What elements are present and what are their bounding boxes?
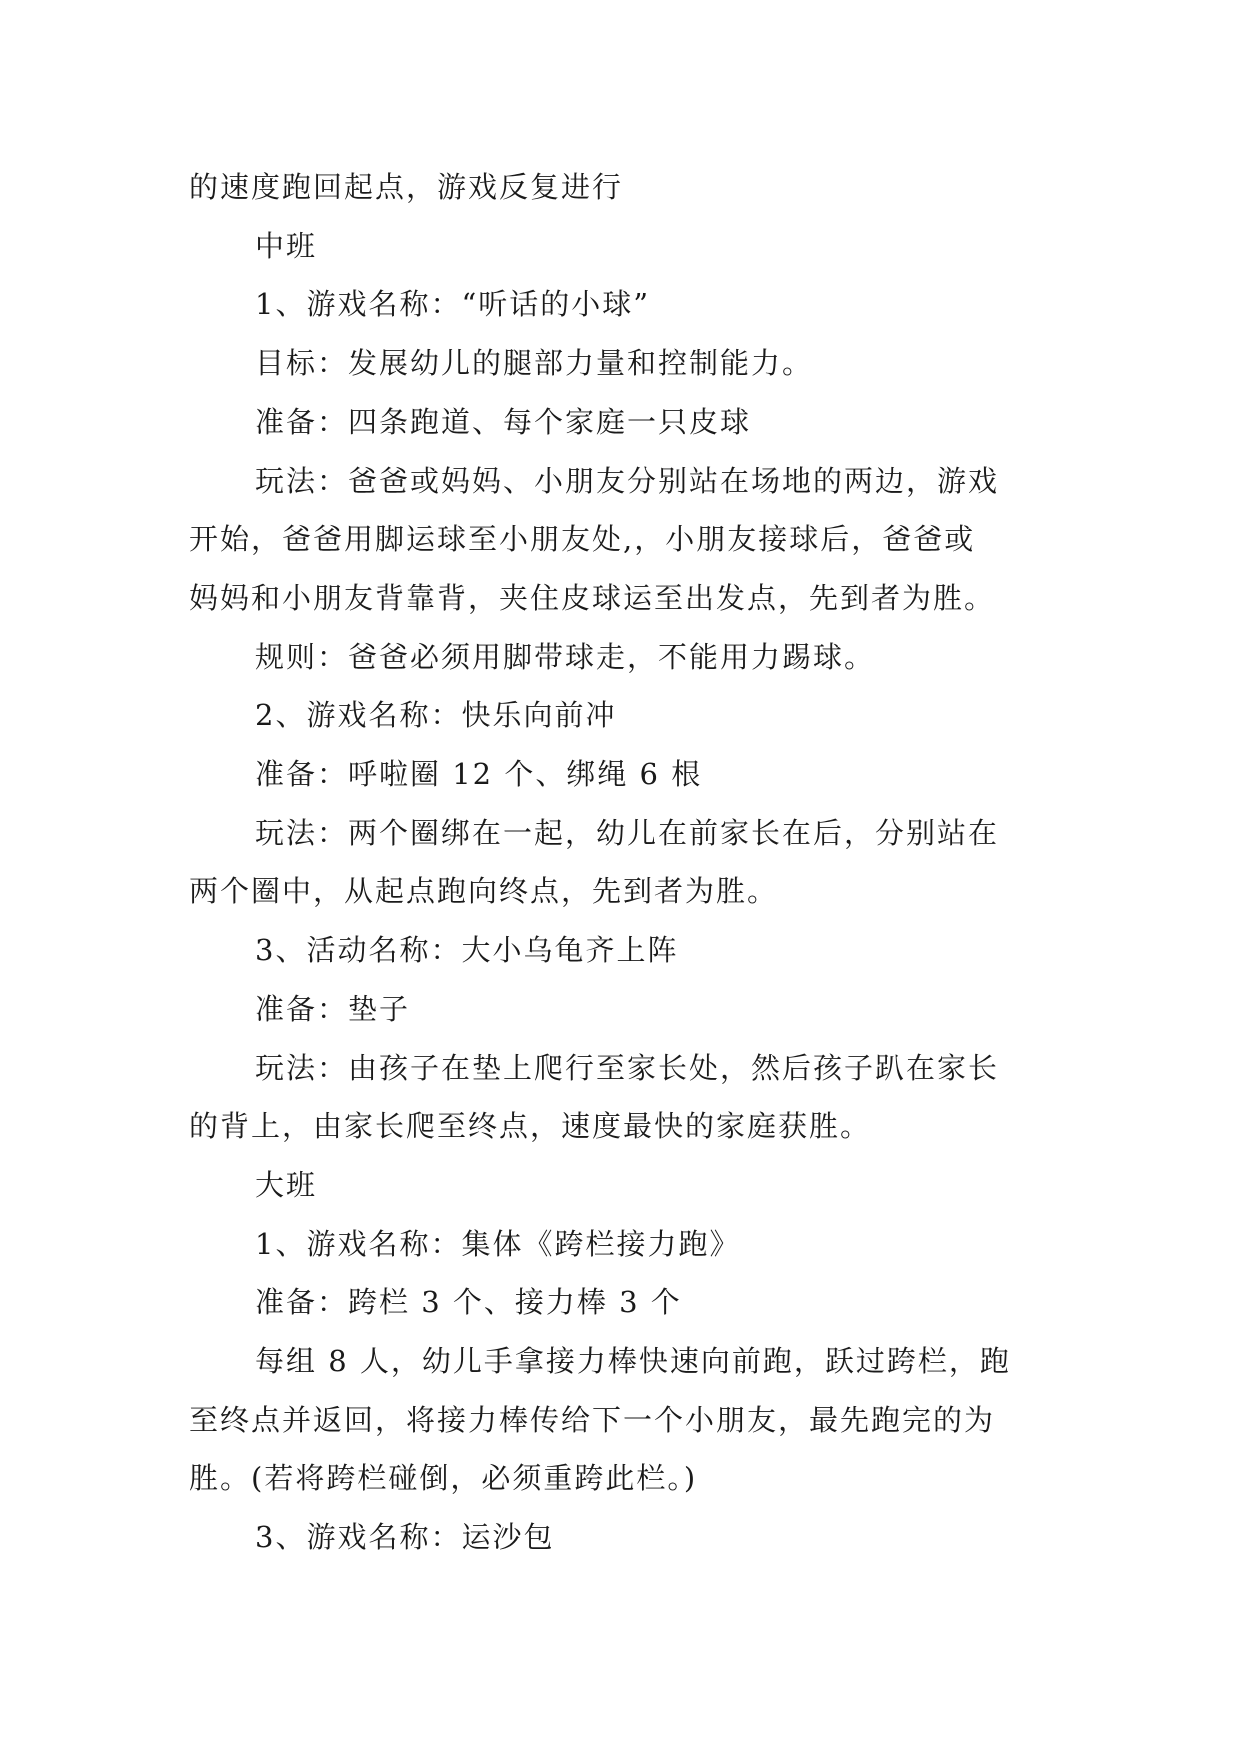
text-line: 玩法：爸爸或妈妈、小朋友分别站在场地的两边，游戏 [255,463,1000,498]
text-line: 1、游戏名称：“听话的小球” [255,287,651,322]
paragraph-p03 [189,275,1069,334]
paragraph-p15 [189,1215,1069,1274]
text-line: 胜。(若将跨栏碰倒，必须重跨此栏。) [189,1461,698,1496]
text-line: 准备：垫子 [255,991,411,1026]
paragraph-p17 [189,1332,1069,1508]
text-line: 1、游戏名称：集体《跨栏接力跑》 [255,1226,741,1261]
text-line: 2、游戏名称：快乐向前冲 [255,698,617,733]
text-line: 3、游戏名称：运沙包 [255,1520,555,1555]
paragraph-p06 [189,452,1069,628]
text-line: 的速度跑回起点，游戏反复进行 [189,170,624,204]
paragraph-p04 [189,334,1069,393]
text-line: 妈妈和小朋友背靠背，夹住皮球运至出发点，先到者为胜。 [189,580,996,615]
text-line: 准备：跨栏 3 个、接力棒 3 个 [255,1285,682,1320]
paragraph-p11 [189,921,1069,980]
text-line: 准备：呼啦圈 12 个、绑绳 6 根 [255,757,703,792]
text-line: 开始，爸爸用脚运球至小朋友处,，小朋友接球后，爸爸或 [189,522,976,557]
text-line: 两个圈中，从起点跑向终点，先到者为胜。 [189,874,779,909]
text-line: 大班 [255,1167,318,1202]
paragraph-p16 [189,1273,1069,1332]
paragraph-p07 [189,628,1069,687]
text-line: 规则：爸爸必须用脚带球走，不能用力踢球。 [255,639,876,674]
text-line: 玩法：两个圈绑在一起，幼儿在前家长在后，分别站在 [255,815,1000,850]
document-body [189,158,1069,1567]
paragraph-p14 [189,1156,1069,1215]
text-line: 每组 8 人，幼儿手拿接力棒快速向前跑，跃过跨栏，跑 [255,1344,1011,1379]
paragraph-p13 [189,1039,1069,1156]
paragraph-p05 [189,393,1069,452]
paragraph-p10 [189,804,1069,921]
text-line: 玩法：由孩子在垫上爬行至家长处，然后孩子趴在家长 [255,1050,1000,1085]
text-line: 中班 [255,228,318,263]
text-line: 3、活动名称：大小乌龟齐上阵 [255,933,679,968]
paragraph-p08 [189,686,1069,745]
paragraph-p18 [189,1508,1069,1567]
paragraph-p09 [189,745,1069,804]
text-line: 至终点并返回，将接力棒传给下一个小朋友，最先跑完的为 [189,1402,996,1437]
text-line: 的背上，由家长爬至终点，速度最快的家庭获胜。 [189,1109,872,1144]
paragraph-p12 [189,980,1069,1039]
text-line: 目标：发展幼儿的腿部力量和控制能力。 [255,346,814,381]
paragraph-p01 [189,158,1069,217]
paragraph-p02 [189,217,1069,276]
text-line: 准备：四条跑道、每个家庭一只皮球 [255,404,752,439]
